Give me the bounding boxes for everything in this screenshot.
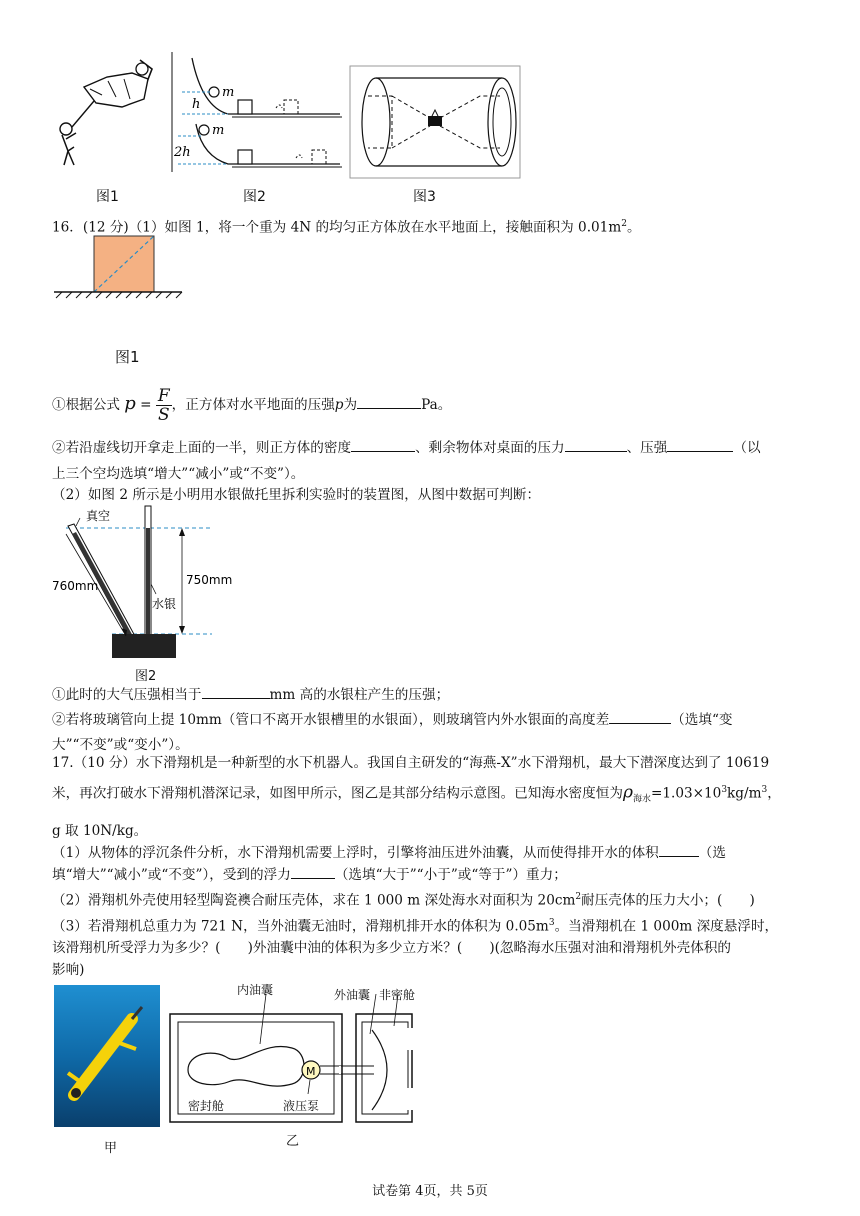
q17-line2: 米，再次打破水下滑翔机潜深记录，如图甲所示，图乙是其部分结构示意图。已知海水密度恒为 bbox=[52, 785, 623, 802]
q16-p1-mid2: 为 bbox=[343, 397, 358, 413]
page-footer: 试卷第 4页，共 5页 bbox=[372, 1184, 488, 1199]
q17-p1-a: （1）从物体的浮沉条件分析，水下滑翔机需要上浮时，引擎将油压进外油囊，从而使得排开水的体积 bbox=[52, 845, 659, 861]
label-sealed: 密封舱 bbox=[188, 1099, 225, 1113]
q16-cube-figure bbox=[52, 234, 187, 300]
fig1-caption: 图1 bbox=[96, 189, 119, 205]
q17-parts bbox=[52, 842, 812, 981]
q16-s2-line2: 大”“不变”或“变小”）。 bbox=[52, 737, 189, 753]
rho-unit-exp: 3 bbox=[761, 785, 768, 795]
glider-photo bbox=[54, 985, 160, 1127]
q16-fig1-caption: 图1 bbox=[115, 348, 140, 366]
q16-intro-text: 16．(12 分)（1）如图 1，将一个重为 4N 的均匀正方体放在水平地面上，接触面积为 0.01m bbox=[52, 219, 622, 236]
label-motor: M bbox=[306, 1065, 316, 1078]
blank-volume[interactable] bbox=[659, 842, 699, 857]
q17-p2-sup: 2 bbox=[575, 892, 582, 902]
fig2-label-m-bottom: m bbox=[212, 123, 225, 138]
rho-end: ， bbox=[767, 785, 781, 802]
q17-intro bbox=[52, 750, 812, 813]
fig3-caption: 图3 bbox=[413, 189, 436, 205]
blank-buoyancy[interactable] bbox=[291, 864, 335, 879]
q17-p3-sup: 3 bbox=[548, 917, 555, 928]
formula-denominator: S bbox=[157, 405, 170, 425]
q16-s1-a: ①此时的大气压强相当于 bbox=[52, 687, 202, 703]
label-mercury: 水银 bbox=[152, 597, 177, 611]
rho-exp: 3 bbox=[721, 785, 728, 795]
q17-g bbox=[52, 818, 812, 844]
torricelli-apparatus-figure bbox=[52, 504, 242, 662]
formula-p: p bbox=[124, 393, 136, 414]
q16-intro-end: 。 bbox=[626, 219, 641, 236]
label-vacuum: 真空 bbox=[86, 509, 111, 523]
q17-p3-b: 。当滑翔机在 1 000m 深度悬浮时， bbox=[554, 918, 779, 935]
q16-p1-suffix: Pa。 bbox=[421, 397, 452, 413]
formula-fraction bbox=[156, 387, 172, 424]
q17-p1-line2-b: （选填“大于”“小于”或“等于”）重力； bbox=[334, 867, 567, 883]
formula-eq: = bbox=[140, 397, 152, 413]
q17-p1-b: （选 bbox=[698, 845, 726, 861]
fig-yi-caption: 乙 bbox=[286, 1134, 300, 1149]
q17-p1-line2-a: 填“增大”“减小”或“不变”），受到的浮力 bbox=[52, 867, 291, 883]
blank-mercury-height[interactable] bbox=[202, 684, 270, 699]
fig3-cylinder-diagram bbox=[350, 66, 520, 178]
q16-p2-d: （以 bbox=[733, 440, 761, 456]
q16-s1-b: mm 高的水银柱产生的压强； bbox=[269, 687, 450, 703]
blank-pressure-2[interactable] bbox=[667, 437, 733, 452]
blank-force[interactable] bbox=[565, 437, 627, 452]
q16-intro-sup: 2 bbox=[621, 219, 627, 229]
rho-value: =1.03×10 bbox=[650, 785, 722, 802]
q16-p2-c: 、压强 bbox=[626, 440, 668, 456]
blank-height-diff[interactable] bbox=[609, 709, 671, 724]
label-pump: 液压泵 bbox=[283, 1099, 320, 1113]
q16-p2-a: ②若沿虚线切开拿走上面的一半，则正方体的密度 bbox=[52, 440, 352, 456]
blank-density[interactable] bbox=[351, 437, 415, 452]
fig1-kite-illustration bbox=[52, 55, 172, 180]
fig2-ramp-diagram bbox=[172, 52, 342, 177]
q16-part1-q2 bbox=[52, 435, 812, 487]
label-unsealed: 非密舱 bbox=[379, 988, 416, 1002]
q16-s2-a: ②若将玻璃管向上提 10mm（管口不离开水银槽里的水银面），则玻璃管内外水银面的高度差 bbox=[52, 712, 610, 728]
q16-p2-line2: 上三个空均选填“增大”“减小”或“不变”）。 bbox=[52, 466, 305, 482]
q17-p2-a: （2）滑翔机外壳使用轻型陶瓷襖合耐压壳体，求在 1 000 m 深处海水对面积为 20cm bbox=[52, 892, 576, 909]
q16-part1-q1 bbox=[52, 386, 812, 424]
fig-jia-caption: 甲 bbox=[104, 1141, 118, 1156]
q17-line1: 17.（10 分）水下滑翔机是一种新型的水下机器人。我国自主研发的“海燕-X”水下滑翔机，最大下潜深度达到了 10619 bbox=[52, 755, 770, 771]
fig2-label-h: h bbox=[192, 97, 201, 112]
q16-p1-prefix: ①根据公式 bbox=[52, 397, 120, 413]
label-inner-bag: 内油囊 bbox=[237, 983, 274, 997]
q16-part2-text: （2）如图 2 所示是小明用水银做托里拆利实验时的装置图，从图中数据可判断： bbox=[52, 487, 541, 503]
q16-p2-b: 、剩余物体对桌面的压力 bbox=[415, 440, 565, 456]
q17-p3-line3: 影响) bbox=[52, 962, 85, 979]
q16-p1-mid: ，正方体对水平地面的压强 bbox=[171, 397, 335, 413]
q17-line3: g 取 10N/kg。 bbox=[52, 823, 148, 839]
formula-numerator: F bbox=[157, 386, 170, 406]
q16-s2-b: （选填“变 bbox=[671, 712, 733, 728]
rho-symbol: ρ bbox=[622, 782, 633, 803]
q16-fig2-caption: 图2 bbox=[135, 669, 157, 684]
q16-part2-questions bbox=[52, 683, 812, 758]
fig2-label-2h: 2h bbox=[174, 145, 191, 160]
label-750mm: 750mm bbox=[186, 573, 233, 587]
q17-p3-line2: 该滑翔机所受浮力为多少？( )外油囊中油的体积为多少立方米？( )(忽略海水压强对油和滑翔机外壳体积的 bbox=[52, 940, 732, 957]
rho-sub: 海水 bbox=[632, 794, 651, 805]
q17-p2-b: 耐压壳体的压力大小；( ) bbox=[581, 892, 755, 909]
label-outer-bag: 外油囊 bbox=[334, 988, 371, 1002]
blank-pressure[interactable] bbox=[357, 394, 421, 409]
label-760mm: 760mm bbox=[52, 579, 99, 593]
rho-unit: kg/m bbox=[727, 785, 762, 802]
fig2-caption: 图2 bbox=[243, 189, 266, 205]
q17-p3-a: （3）若滑翔机总重力为 721 N，当外油囊无油时，滑翔机排开水的体积为 0.05m bbox=[52, 918, 549, 935]
q16-p1-var: p bbox=[334, 397, 344, 413]
fig2-label-m-top: m bbox=[222, 85, 235, 100]
